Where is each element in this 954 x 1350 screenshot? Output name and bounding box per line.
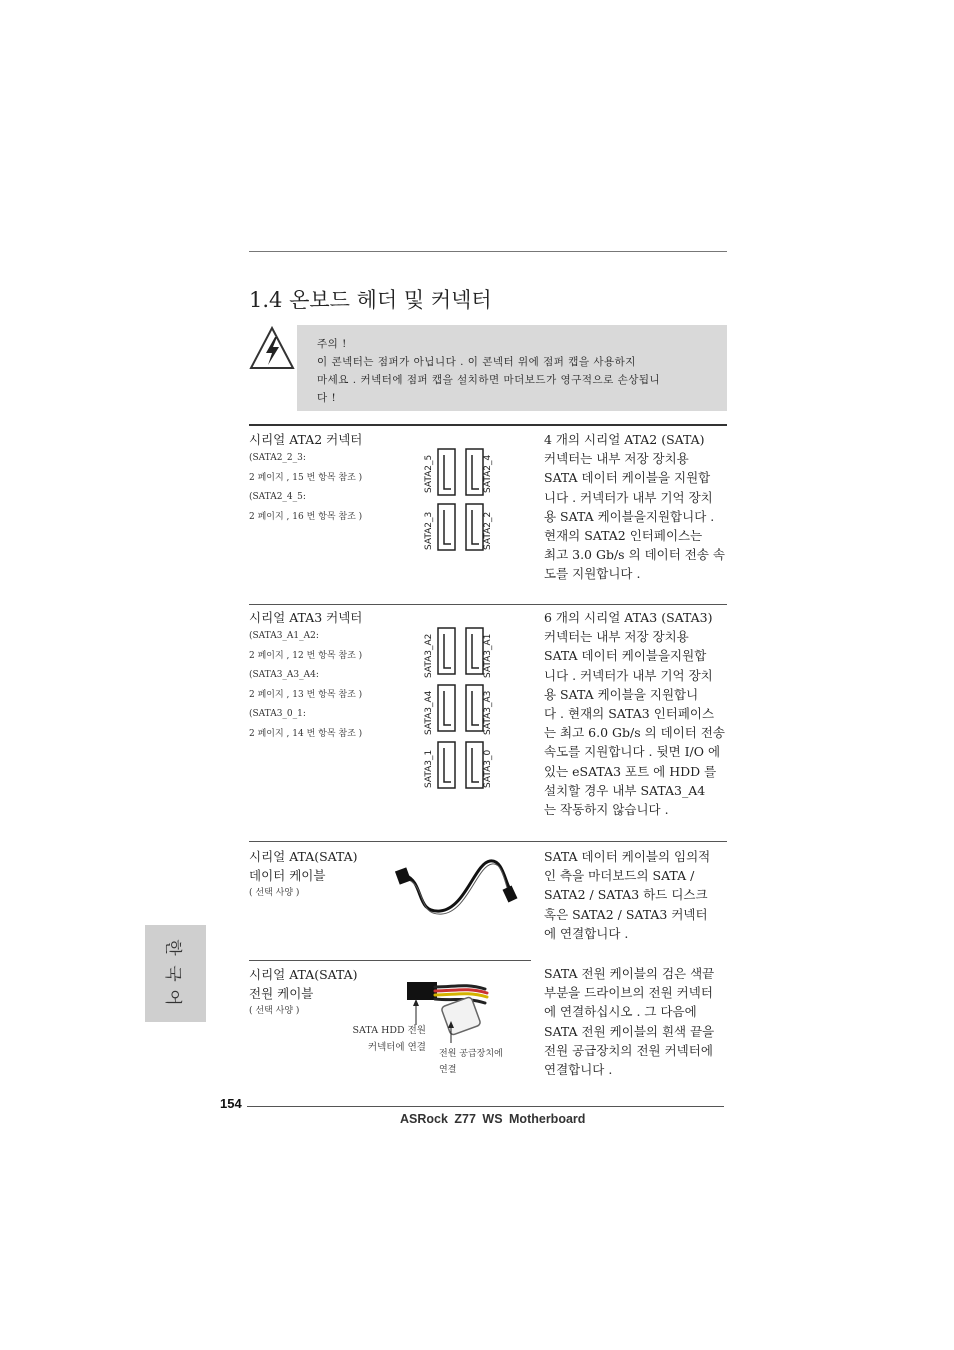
desc-line: 는 최고 6.0 Gb/s 의 데이터 전송 [544,725,726,741]
datacable-note: ( 선택 사양 ) [249,888,300,898]
powercable-note: ( 선택 사양 ) [249,1006,300,1016]
desc-line: SATA 데이터 케이블을지원합 [544,648,707,664]
powercable-caption-hdd [330,1022,426,1056]
datacable-label [249,847,358,885]
note-line: 2 페이지 , 13 번 항목 참조 ) [249,689,363,700]
desc-line: SATA2 / SATA3 하드 디스크 [544,887,708,903]
desc-line: 용 SATA 케이블을지원합니다 . [544,508,715,524]
side-tab-char: 국 [162,965,183,982]
desc-line: 속도를 지원합니다 . 뒷면 I/O 에 [544,744,721,760]
warning-icon [249,325,295,371]
section-divider [249,604,727,605]
desc-line: 설치할 경우 내부 SATA3_A4 [544,782,706,798]
desc-line: 있는 eSATA3 포트 에 HDD 를 [544,763,717,779]
caption-line: 연결 [439,1065,457,1075]
port-label: SATA3_A4 [424,690,434,735]
datacable-description [544,847,729,943]
desc-line: 4 개의 시리얼 ATA2 (SATA) [544,432,705,447]
note-line: 2 페이지 , 12 번 항목 참조 ) [249,650,363,661]
desc-line: SATA 전원 케이블의 검은 색끝 [544,966,715,981]
desc-line: 연결합니다 . [544,1062,613,1078]
footer-rule [247,1106,724,1107]
sata3-connector-diagram [436,626,486,792]
side-tab-char: 한 [162,939,183,956]
port-label: SATA3_A1 [483,633,493,678]
page-number: 154 [220,1096,242,1111]
section-divider [249,960,531,961]
desc-line: 현재의 SATA2 인터페이스는 [544,528,703,544]
section-title: 1.4 온보드 헤더 및 커넥터 [249,288,492,312]
port-label: SATA2_3 [424,511,434,550]
desc-line: 용 SATA 케이블을 지원합니 [544,686,699,702]
label-line: 전원 케이블 [249,986,314,1001]
note-line: 2 페이지 , 16 번 항목 참조 ) [249,511,363,522]
caution-line: 다 ! [317,392,337,404]
port-label: SATA3_A2 [424,633,434,678]
desc-line: SATA 데이터 케이블의 임의적 [544,849,711,864]
section-divider [249,841,727,842]
footer-text: ASRock Z77 WS Motherboard [400,1112,586,1126]
label-line: 데이터 케이블 [249,868,326,883]
port-label: SATA3_A3 [483,690,493,735]
desc-line: 6 개의 시리얼 ATA3 (SATA3) [544,610,713,625]
desc-line: 에 연결하십시오 . 그 다음에 [544,1004,697,1020]
desc-line: 에 연결합니다 . [544,925,629,941]
caution-heading: 주의 ! [317,338,347,350]
sata2-connector-diagram [436,447,486,553]
desc-line: 인 측을 마더보드의 SATA / [544,868,695,884]
sata3-label: 시리얼 ATA3 커넥터 [249,610,363,625]
desc-line: 커넥터는 내부 저장 장치용 [544,629,689,645]
note-line: (SATA2_4_5: [249,492,306,502]
desc-line: 부분을 드라이브의 전원 커넥터 [544,985,713,1001]
desc-line: SATA 전원 케이블의 흰색 끝을 [544,1023,715,1039]
section-divider [249,424,727,426]
label-line: 시리얼 ATA(SATA) [249,849,358,864]
note-line: (SATA3_A1_A2: [249,631,319,641]
desc-line: 전원 공급장치의 전원 커넥터에 [544,1042,713,1058]
sata2-notes [249,449,362,527]
powercable-label [249,965,358,1003]
powercable-description [544,964,729,1079]
label-line: 시리얼 ATA(SATA) [249,967,358,982]
note-line: (SATA2_2_3: [249,453,306,463]
caution-line: 이 콘넥터는 점퍼가 아닙니다 . 이 콘넥터 위에 점퍼 캡을 사용하지 [317,356,636,368]
powercable-caption-psu [439,1046,503,1078]
port-label: SATA3_1 [424,749,434,788]
note-line: (SATA3_0_1: [249,709,306,719]
caption-line: SATA HDD 전원 [352,1025,426,1036]
desc-line: SATA 데이터 케이블을 지원합 [544,470,711,486]
side-tab-char: 어 [162,989,183,1006]
note-line: 2 페이지 , 14 번 항목 참조 ) [249,728,363,739]
sata3-notes [249,627,362,744]
desc-line: 니다 . 커넥터가 내부 기억 장치 [544,667,713,683]
caution-box [297,325,727,411]
language-side-tab [145,925,206,1022]
sata3-description [544,608,729,819]
port-label: SATA2_4 [483,454,493,493]
sata2-description [544,430,729,584]
desc-line: 혹은 SATA2 / SATA3 커넥터 [544,906,708,922]
sata2-label: 시리얼 ATA2 커넥터 [249,432,363,447]
note-line: 2 페이지 , 15 번 항목 참조 ) [249,472,363,483]
desc-line: 니다 . 커넥터가 내부 기억 장치 [544,489,713,505]
port-label: SATA2_2 [483,511,493,550]
desc-line: 커넥터는 내부 저장 장치용 [544,451,689,467]
desc-line: 최고 3.0 Gb/s 의 데이터 전송 속 [544,547,726,563]
top-rule [249,251,727,252]
desc-line: 는 작동하지 않습니다 . [544,802,669,818]
caption-line: 전원 공급장치에 [439,1049,503,1059]
note-line: (SATA3_A3_A4: [249,670,319,680]
port-label: SATA3_0 [483,749,493,788]
caution-line: 마세요 . 커넥터에 점퍼 캡을 설치하면 마더보드가 영구적으로 손상됩니 [317,374,661,386]
desc-line: 다 . 현재의 SATA3 인터페이스 [544,706,715,722]
caption-line: 커넥터에 연결 [367,1042,426,1053]
port-label: SATA2_5 [424,454,434,493]
desc-line: 도를 지원합니다 . [544,566,641,582]
sata-data-cable-icon [395,853,525,919]
